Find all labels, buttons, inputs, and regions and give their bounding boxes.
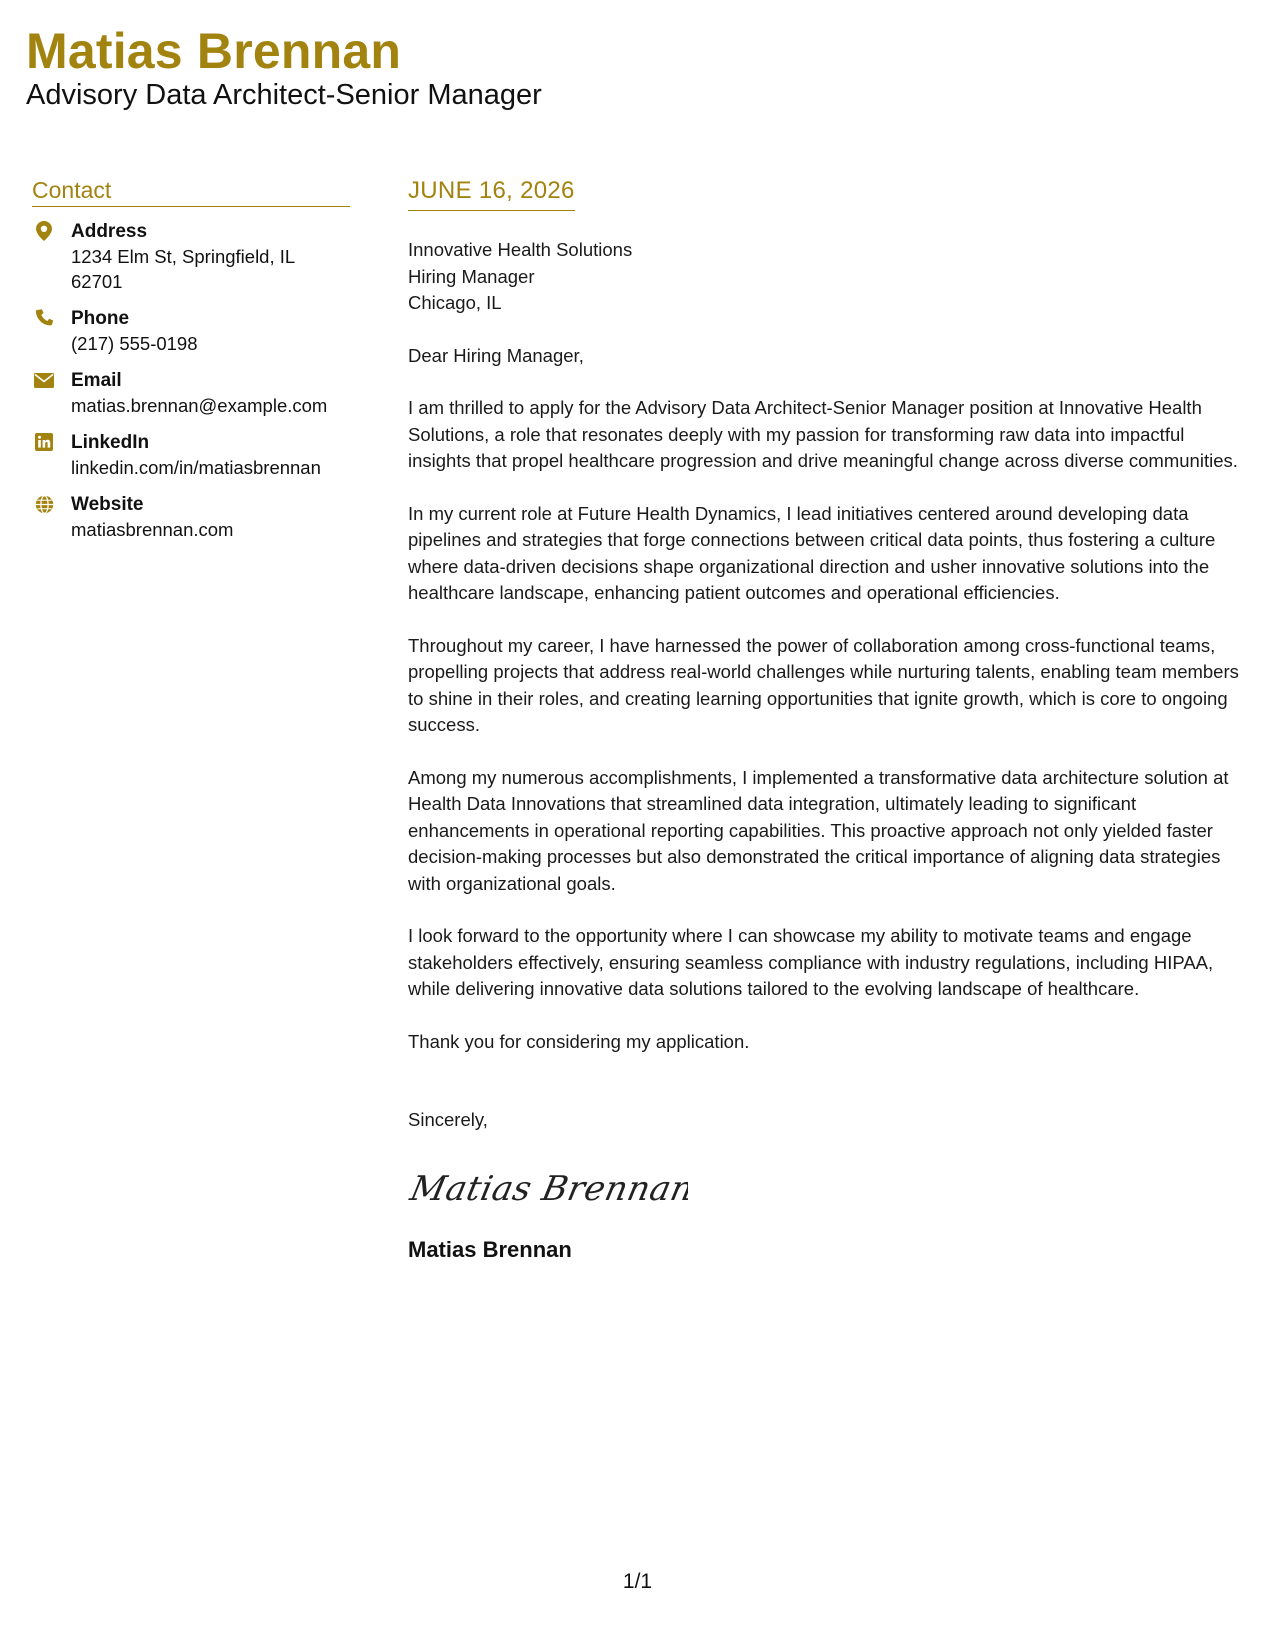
body-paragraph: I am thrilled to apply for the Advisory Data Architect-Senior Manager position at Innovative Health Solutions, a role that resonates deeply with my passion for transforming raw data into impactful insights that propel healthcare progression and drive meaningful change across diverse communities. [408, 397, 1238, 471]
letter-date: JUNE 16, 2026 [408, 177, 575, 204]
contact-value[interactable]: linkedin.com/in/matiasbrennan [71, 457, 321, 478]
contact-label: LinkedIn [71, 432, 150, 453]
globe-icon [34, 494, 54, 514]
salutation: Dear Hiring Manager, [408, 344, 584, 366]
contact-value[interactable]: matiasbrennan.com [71, 519, 234, 540]
closing-line: Sincerely, [408, 1109, 488, 1130]
email-icon [34, 370, 54, 390]
signed-name: Matias Brennan [408, 1236, 572, 1262]
map-pin-icon [34, 221, 54, 241]
svg-text:Matias Brennan: Matias Brennan [408, 1168, 688, 1209]
contact-label: Email [71, 370, 122, 391]
signature-image [408, 1156, 1248, 1218]
body-paragraph: Throughout my career, I have harnessed the power of collaboration among cross-functional teams, propelling projects that address real-world challenges while nurturing talents, enabling team members to shine in their roles, and creating learning opportunities that ignite growth, which is core to ongoing success. [408, 634, 1239, 735]
body-paragraph: I look forward to the opportunity where I can showcase my ability to motivate teams and engage stakeholders effectively, ensuring seamless compliance with industry regulations, including HIPAA, while delivering innovative data solutions tailored to the evolving landscape of healthcare. [408, 925, 1214, 999]
contact-label: Website [71, 494, 144, 515]
body-paragraph: Among my numerous accomplishments, I implemented a transformative data architecture solution at Health Data Innovations that streamlined data integration, ultimately leading to significant enhancements in operational reporting capabilities. This proactive approach not only yielded faster decision-making processes but also demonstrated the critical importance of aligning data strategies with organizational goals. [408, 766, 1229, 894]
phone-icon [34, 308, 54, 328]
contact-value: 1234 Elm St, Springfield, IL 62701 [71, 246, 295, 292]
closing-thanks: Thank you for considering my application. [408, 1030, 750, 1052]
recipient-block [408, 237, 1248, 317]
contact-label: Phone [71, 308, 130, 329]
recipient-location: Chicago, IL [408, 292, 502, 313]
body-paragraph: In my current role at Future Health Dynamics, I lead initiatives centered around developing data pipelines and strategies that forge connections between critical data points, thus fostering a culture where data-driven decisions shape organizational direction and usher innovative solutions into the healthcare landscape, enhancing patient outcomes and operational efficiencies. [408, 502, 1216, 603]
contact-value: (217) 555-0198 [71, 333, 198, 354]
recipient-title: Hiring Manager [408, 265, 535, 287]
contact-item-phone [32, 306, 350, 356]
contact-label: Address [71, 221, 148, 242]
contact-item-email [32, 368, 350, 418]
linkedin-icon [34, 432, 54, 452]
contact-item-linkedin [32, 430, 350, 480]
contact-value[interactable]: matias.brennan@example.com [71, 395, 328, 416]
recipient-company: Innovative Health Solutions [408, 239, 633, 260]
applicant-job-title: Advisory Data Architect-Senior Manager [26, 79, 542, 111]
contact-item-address [32, 219, 350, 294]
contact-item-website [32, 492, 350, 542]
contact-sidebar [32, 176, 350, 542]
applicant-name: Matias Brennan [26, 23, 402, 79]
date-block [408, 176, 575, 211]
letter-header [26, 22, 542, 112]
contact-heading: Contact [32, 176, 350, 207]
letter-body [408, 176, 1248, 1264]
page-number: 1/1 [622, 1570, 653, 1593]
